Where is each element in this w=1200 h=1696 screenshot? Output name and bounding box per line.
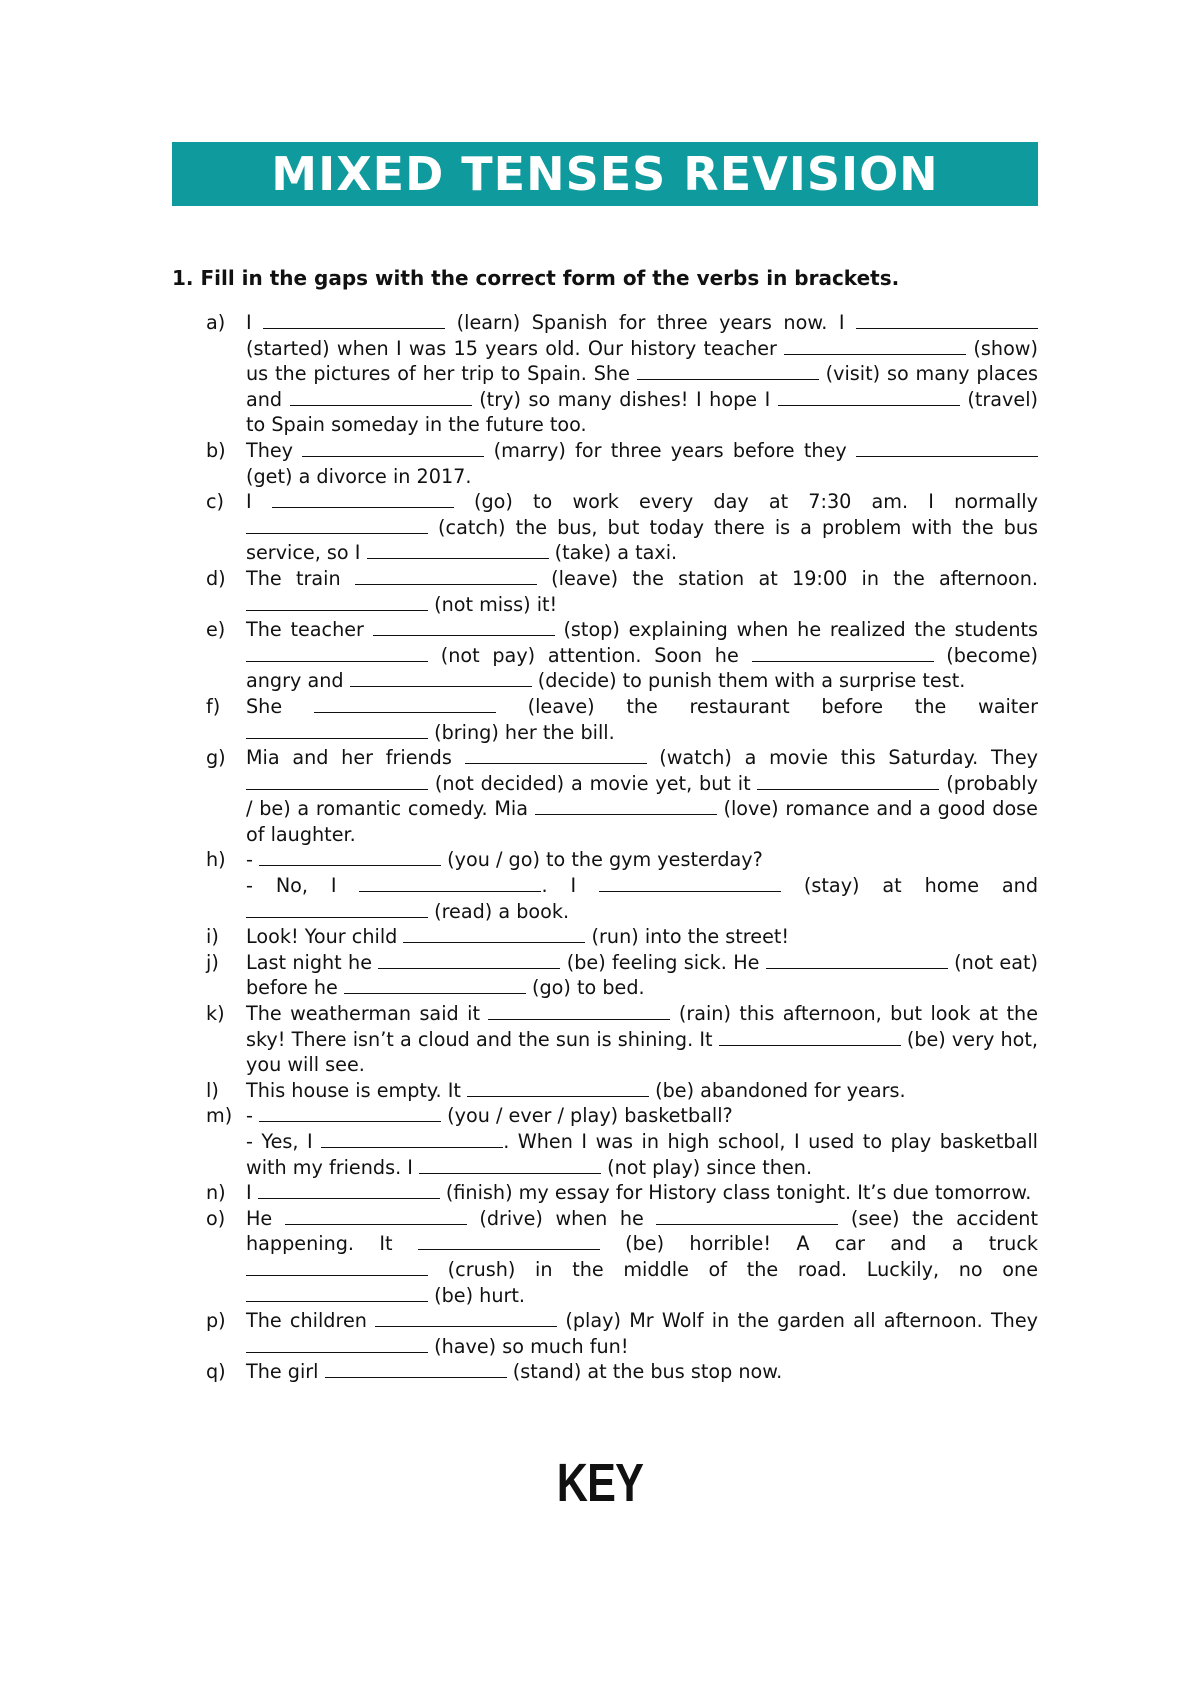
item-text: [246, 310, 1038, 438]
item-text-segment: (started) when I was 15 years old. Our history teacher: [246, 336, 785, 360]
item-text-segment: (show) us the pictures of her trip to Spain. She: [246, 336, 1038, 386]
item-text-segment: (learn) Spanish for three years now. I: [445, 311, 856, 334]
answer-blank[interactable]: [488, 1005, 670, 1020]
item-label: q): [206, 1360, 226, 1384]
item-text-segment: (be) abandoned for years.: [649, 1078, 906, 1102]
answer-blank[interactable]: [314, 698, 496, 713]
answer-blank[interactable]: [752, 647, 934, 662]
item-text-segment: (catch) the bus, but today there is a problem with the bus service, so I: [246, 515, 1038, 565]
item-text-segment: (rain) this afternoon, but look at the sky! There isn’t a cloud and the sun is shining. It: [246, 1002, 1038, 1051]
item-label: p): [206, 1309, 226, 1333]
exercise-item: [206, 1359, 1038, 1385]
item-text-segment: (you / go) to the gym yesterday?: [441, 848, 763, 872]
item-text-segment: (see) the accident happening. It: [246, 1206, 1038, 1256]
item-text: [246, 694, 1038, 745]
item-text: [246, 1103, 1038, 1129]
answer-blank[interactable]: [467, 1082, 649, 1097]
answer-blank[interactable]: [778, 391, 960, 406]
answer-blank[interactable]: [350, 672, 532, 687]
item-text-segment: The teacher: [246, 618, 373, 642]
item-text-segment: (go) to work every day at 7:30 am. I normally: [453, 490, 1038, 514]
item-label: f): [206, 694, 221, 718]
item-text-segment: (leave) the station at 19:00 in the afternoon.: [536, 566, 1039, 590]
answer-blank[interactable]: [263, 314, 445, 329]
item-label: n): [206, 1181, 226, 1205]
item-label: g): [206, 746, 226, 770]
item-text-segment: (probably / be) a romantic comedy. Mia: [246, 771, 1038, 821]
item-text-segment: They: [246, 438, 303, 462]
exercise-item: [206, 847, 1038, 873]
instruction-heading: 1. Fill in the gaps with the correct form of the verbs in brackets.: [172, 266, 900, 290]
item-text-segment: He: [246, 1206, 285, 1230]
item-text: [246, 745, 1038, 847]
exercise-item: [206, 745, 1038, 847]
item-text-segment: (watch) a movie this Saturday. They: [646, 746, 1039, 770]
answer-blank[interactable]: [246, 724, 428, 739]
exercise-item: [206, 1180, 1038, 1206]
item-text-segment: (try) so many dishes! I hope I: [471, 387, 778, 411]
item-text-segment: (be) hurt.: [428, 1283, 525, 1307]
item-text-segment: (be) feeling sick. He: [560, 950, 766, 974]
exercise-item: [206, 489, 1038, 566]
item-text-segment: (drive) when he: [466, 1206, 657, 1230]
item-text: [246, 924, 1038, 950]
answer-blank[interactable]: [367, 544, 549, 559]
answer-blank[interactable]: [355, 570, 537, 585]
answer-blank[interactable]: [766, 954, 948, 969]
item-text-segment: (you / ever / play) basketball?: [441, 1104, 733, 1128]
page-title: MIXED TENSES REVISION: [271, 147, 939, 201]
item-text-segment: (read) a book.: [428, 899, 570, 923]
exercise-list: [206, 310, 1038, 1385]
item-text-segment: (go) to bed.: [525, 976, 645, 1000]
item-text-segment: (get) a divorce in 2017.: [246, 464, 472, 488]
answer-blank[interactable]: [344, 979, 526, 994]
answer-blank[interactable]: [246, 775, 428, 790]
item-text-segment: Mia and her friends: [246, 746, 465, 770]
answer-blank[interactable]: [856, 314, 1038, 329]
item-text-segment: Look! Your child: [246, 925, 404, 949]
answer-blank[interactable]: [656, 1210, 838, 1225]
exercise-item: [206, 310, 1038, 438]
item-label: [206, 873, 246, 924]
exercise-item: [206, 873, 1038, 924]
item-text-segment: (play) Mr Wolf in the garden all afternoon. They: [557, 1309, 1038, 1333]
item-text-segment: (run) into the street!: [585, 925, 790, 949]
answer-blank[interactable]: [246, 903, 428, 918]
item-text-segment: (travel) to Spain someday in the future too.: [246, 387, 1039, 437]
item-text: [246, 489, 1038, 566]
exercise-item: [206, 438, 1038, 489]
answer-blank[interactable]: [246, 1261, 428, 1276]
item-text: [246, 1180, 1038, 1206]
item-label: l): [206, 1078, 219, 1102]
item-text-segment: -: [246, 848, 260, 872]
item-text-segment: - Yes, I: [246, 1130, 322, 1153]
item-label: o): [206, 1206, 226, 1230]
item-text-segment: -: [246, 1104, 260, 1128]
item-text-segment: (finish) my essay for History class tonight. It’s due tomorrow.: [439, 1181, 1032, 1205]
item-label: k): [206, 1002, 225, 1026]
answer-blank[interactable]: [535, 800, 717, 815]
answer-blank[interactable]: [419, 1159, 601, 1174]
exercise-item: [206, 617, 1038, 694]
answer-blank[interactable]: [599, 877, 781, 892]
item-text-segment: . When I was in high school, I used to play basketball with my friends. I: [246, 1130, 1039, 1179]
item-text-segment: (not miss) it!: [428, 592, 558, 616]
item-text: [246, 1078, 1038, 1104]
item-label: m): [206, 1104, 233, 1128]
answer-blank[interactable]: [375, 1312, 557, 1327]
item-text: [246, 847, 1038, 873]
item-text-segment: (not eat) before he: [246, 950, 1039, 1000]
exercise-item: [206, 1078, 1038, 1104]
answer-blank[interactable]: [856, 442, 1038, 457]
item-text-segment: . I: [541, 874, 600, 898]
exercise-item: [206, 1308, 1038, 1359]
answer-blank[interactable]: [246, 1338, 428, 1353]
answer-blank[interactable]: [246, 519, 428, 534]
item-label: j): [206, 950, 219, 974]
item-text-segment: (visit) so many places and: [246, 362, 1038, 411]
answer-blank[interactable]: [290, 391, 472, 406]
answer-blank[interactable]: [246, 1287, 428, 1302]
item-text-segment: (marry) for three years before they: [484, 438, 857, 462]
item-text: [246, 1359, 1038, 1385]
item-text-segment: (stand) at the bus stop now.: [506, 1360, 783, 1384]
item-text-segment: The girl: [246, 1360, 325, 1384]
exercise-item: [206, 566, 1038, 617]
exercise-item: [206, 1129, 1038, 1180]
answer-blank[interactable]: [418, 1235, 600, 1250]
item-text-segment: Last night he: [246, 950, 379, 974]
item-label: h): [206, 848, 226, 872]
item-text-segment: (love) romance and a good dose of laughter.: [246, 797, 1038, 846]
answer-blank[interactable]: [373, 621, 555, 636]
answer-blank[interactable]: [757, 775, 939, 790]
item-text-segment: The weatherman said it: [246, 1002, 489, 1026]
item-text: [246, 1001, 1038, 1078]
answer-blank[interactable]: [285, 1210, 467, 1225]
item-text-segment: (have) so much fun!: [428, 1334, 629, 1358]
item-text: [246, 1206, 1038, 1308]
item-text-segment: (bring) her the bill.: [428, 720, 615, 744]
item-label: c): [206, 490, 225, 514]
item-text: [246, 617, 1038, 694]
item-text-segment: (be) very hot, you will see.: [246, 1027, 1039, 1077]
answer-blank[interactable]: [246, 647, 428, 662]
answer-blank[interactable]: [359, 877, 541, 892]
item-text-segment: (be) horrible! A car and a truck: [599, 1232, 1038, 1256]
item-label: a): [206, 311, 226, 334]
key-label: KEY: [556, 1453, 644, 1513]
title-banner: [172, 142, 1038, 206]
item-text-segment: (not pay) attention. Soon he: [428, 643, 752, 667]
exercise-item: [206, 924, 1038, 950]
item-text-segment: (stop) explaining when he realized the students: [554, 618, 1038, 642]
item-text-segment: This house is empty. It: [246, 1078, 467, 1102]
item-text-segment: (not decided) a movie yet, but it: [428, 771, 758, 795]
item-label: [206, 1129, 246, 1180]
item-label: d): [206, 566, 226, 590]
item-text-segment: - No, I: [246, 874, 360, 898]
answer-blank[interactable]: [246, 596, 428, 611]
exercise-item: [206, 1206, 1038, 1308]
answer-blank[interactable]: [259, 1107, 441, 1122]
item-text-segment: (not play) since then.: [601, 1155, 813, 1179]
item-text: [246, 438, 1038, 489]
item-text: [246, 873, 1038, 924]
answer-blank[interactable]: [259, 851, 441, 866]
answer-blank[interactable]: [465, 749, 647, 764]
item-text: [246, 1129, 1038, 1180]
item-text-segment: (stay) at home and: [781, 874, 1038, 898]
item-text-segment: (become) angry and: [246, 643, 1038, 693]
item-text-segment: I: [246, 490, 272, 514]
item-label: e): [206, 618, 226, 642]
answer-blank[interactable]: [378, 954, 560, 969]
item-text: [246, 950, 1038, 1001]
item-text-segment: I: [246, 311, 264, 334]
item-label: i): [206, 925, 219, 949]
answer-blank[interactable]: [325, 1363, 507, 1378]
item-text-segment: (take) a taxi.: [548, 541, 678, 565]
item-text-segment: (decide) to punish them with a surprise test.: [531, 669, 966, 693]
answer-blank[interactable]: [258, 1184, 440, 1199]
item-text-segment: I: [246, 1181, 258, 1205]
item-text-segment: (crush) in the middle of the road. Luckily, no one: [428, 1257, 1038, 1281]
exercise-item: [206, 1001, 1038, 1078]
item-text-segment: (leave) the restaurant before the waiter: [495, 694, 1038, 718]
item-text-segment: She: [246, 694, 314, 718]
item-label: b): [206, 438, 226, 462]
answer-blank[interactable]: [272, 493, 454, 508]
item-text-segment: The children: [246, 1309, 376, 1333]
answer-blank[interactable]: [637, 365, 819, 380]
exercise-item: [206, 694, 1038, 745]
answer-blank[interactable]: [302, 442, 484, 457]
exercise-item: [206, 950, 1038, 1001]
exercise-item: [206, 1103, 1038, 1129]
answer-blank[interactable]: [719, 1031, 901, 1046]
item-text-segment: The train: [246, 566, 355, 590]
answer-blank[interactable]: [321, 1133, 503, 1148]
answer-blank[interactable]: [403, 928, 585, 943]
answer-blank[interactable]: [784, 340, 966, 355]
item-text: [246, 566, 1038, 617]
item-text: [246, 1308, 1038, 1359]
